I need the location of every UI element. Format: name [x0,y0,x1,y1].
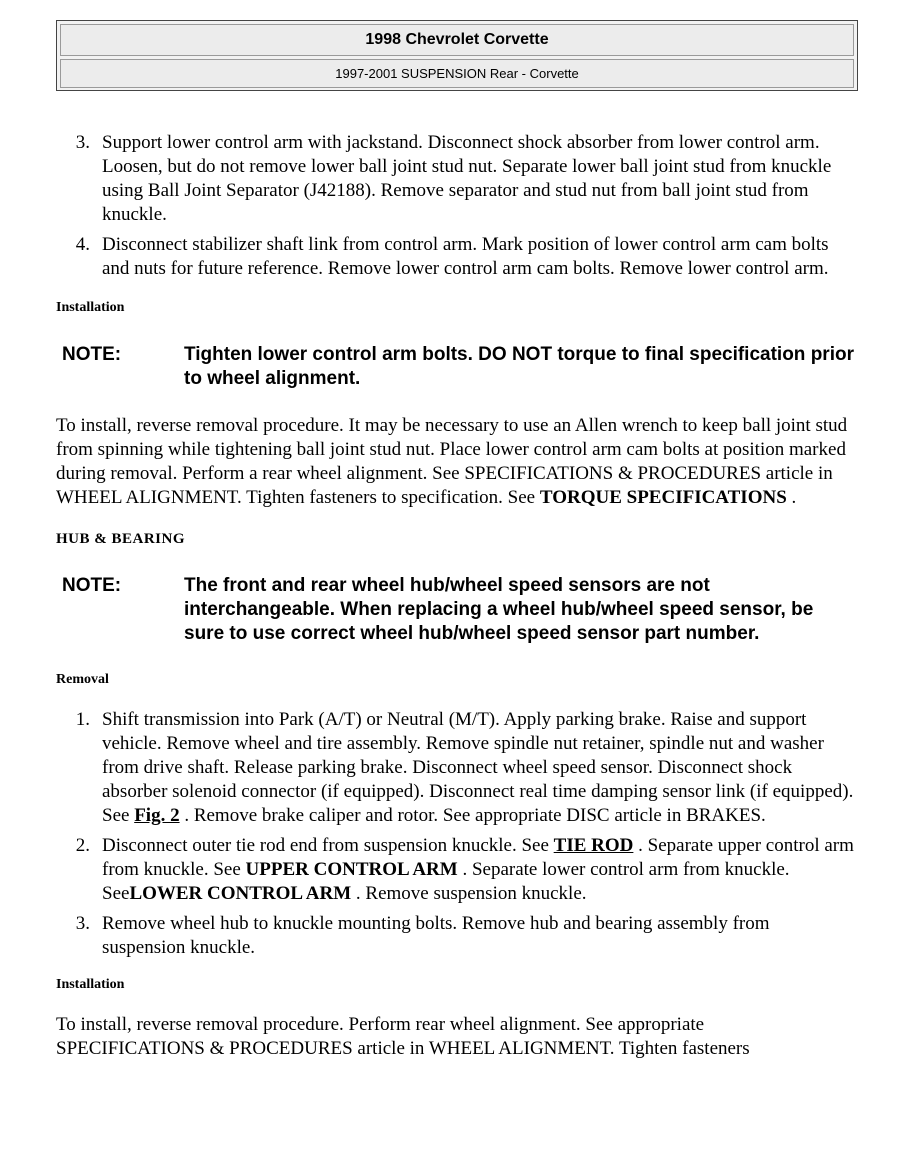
torque-specifications-ref: TORQUE SPECIFICATIONS [539,487,787,508]
document-title: 1998 Chevrolet Corvette [60,24,854,56]
step-number: 2. [75,835,90,856]
note-text: The front and rear wheel hub/wheel speed sensors are not interchangeable. When replacing a wheel hub/wheel speed sensor, be sure to use correct wheel hub/wheel speed sensor part number. [184,575,814,644]
installation-heading: Installation [56,977,125,992]
installation-paragraph: To install, reverse removal procedure. Perform rear wheel alignment. See appropriate SPECIFICATIONS & PROCEDURES article in WHEEL ALIGNMENT. Tighten fasteners [56,1014,750,1059]
installation-heading: Installation [56,300,125,315]
removal-heading: Removal [56,672,109,687]
list-item: 2. Disconnect outer tie rod end from suspension knuckle. See TIE ROD . Separate upper control arm from knuckle. See UPPER CONTROL ARM . Separate lower control arm from knuckle. SeeLOWER CONTROL ARM . Remove suspension knuckle. [56,834,856,906]
list-item [56,131,856,227]
list-item [56,912,856,960]
installation-paragraph: To install, reverse removal procedure. It may be necessary to use an Allen wrench to keep ball joint stud from spinning while tightening ball joint stud nut. Place lower control arm cam bolts at position marked during removal. Perform a rear wheel alignment. See SPECIFICATIONS & PROCEDURES article in WHEEL ALIGNMENT. Tighten fasteners to specification. See TORQUE SPECIFICATIONS . [56,415,848,508]
fig-2-link[interactable]: Fig. 2 [134,805,180,826]
note-block [56,574,856,646]
note-label: NOTE: [62,575,122,596]
step-number: 1. [75,709,90,730]
step-text: Remove wheel hub to knuckle mounting bolts. Remove hub and bearing assembly from suspension knuckle. [102,913,770,958]
list-item: 1. Shift transmission into Park (A/T) or Neutral (M/T). Apply parking brake. Raise and support vehicle. Remove wheel and tire assembly. Remove spindle nut retainer, spindle nut and washer from drive shaft. Release parking brake. Disconnect wheel speed sensor. Disconnect shock absorber solenoid connector (if equipped). Disconnect real time damping sensor link (if equipped). See Fig. 2 . Remove brake caliper and rotor. See appropriate DISC article in BRAKES. [56,708,856,828]
note-label: NOTE: [62,344,122,365]
document-header [56,20,858,91]
step-number: 4. [75,234,90,255]
tie-rod-link[interactable]: TIE ROD [553,835,634,856]
note-text: Tighten lower control arm bolts. DO NOT torque to final specification prior to wheel alignment. [184,344,854,389]
lower-control-arm-ref: LOWER CONTROL ARM [129,883,352,904]
removal-steps-continued [56,131,856,281]
document-body [56,131,856,1061]
step-number: 3. [75,132,90,153]
document-subtitle: 1997-2001 SUSPENSION Rear - Corvette [60,59,854,88]
note-block [56,343,856,391]
hub-removal-steps [56,708,856,960]
step-text: Support lower control arm with jackstand. Disconnect shock absorber from lower control arm. Loosen, but do not remove lower ball joint stud nut. Separate lower ball joint stud from knuckle using Ball Joint Separator (J42188). Remove separator and stud nut from ball joint stud from knuckle. [102,132,832,225]
step-number: 3. [75,913,90,934]
hub-bearing-heading: HUB & BEARING [56,531,186,547]
list-item [56,233,856,281]
upper-control-arm-ref: UPPER CONTROL ARM [245,859,458,880]
step-text: Disconnect stabilizer shaft link from control arm. Mark position of lower control arm cam bolts and nuts for future reference. Remove lower control arm cam bolts. Remove lower control arm. [102,234,829,279]
